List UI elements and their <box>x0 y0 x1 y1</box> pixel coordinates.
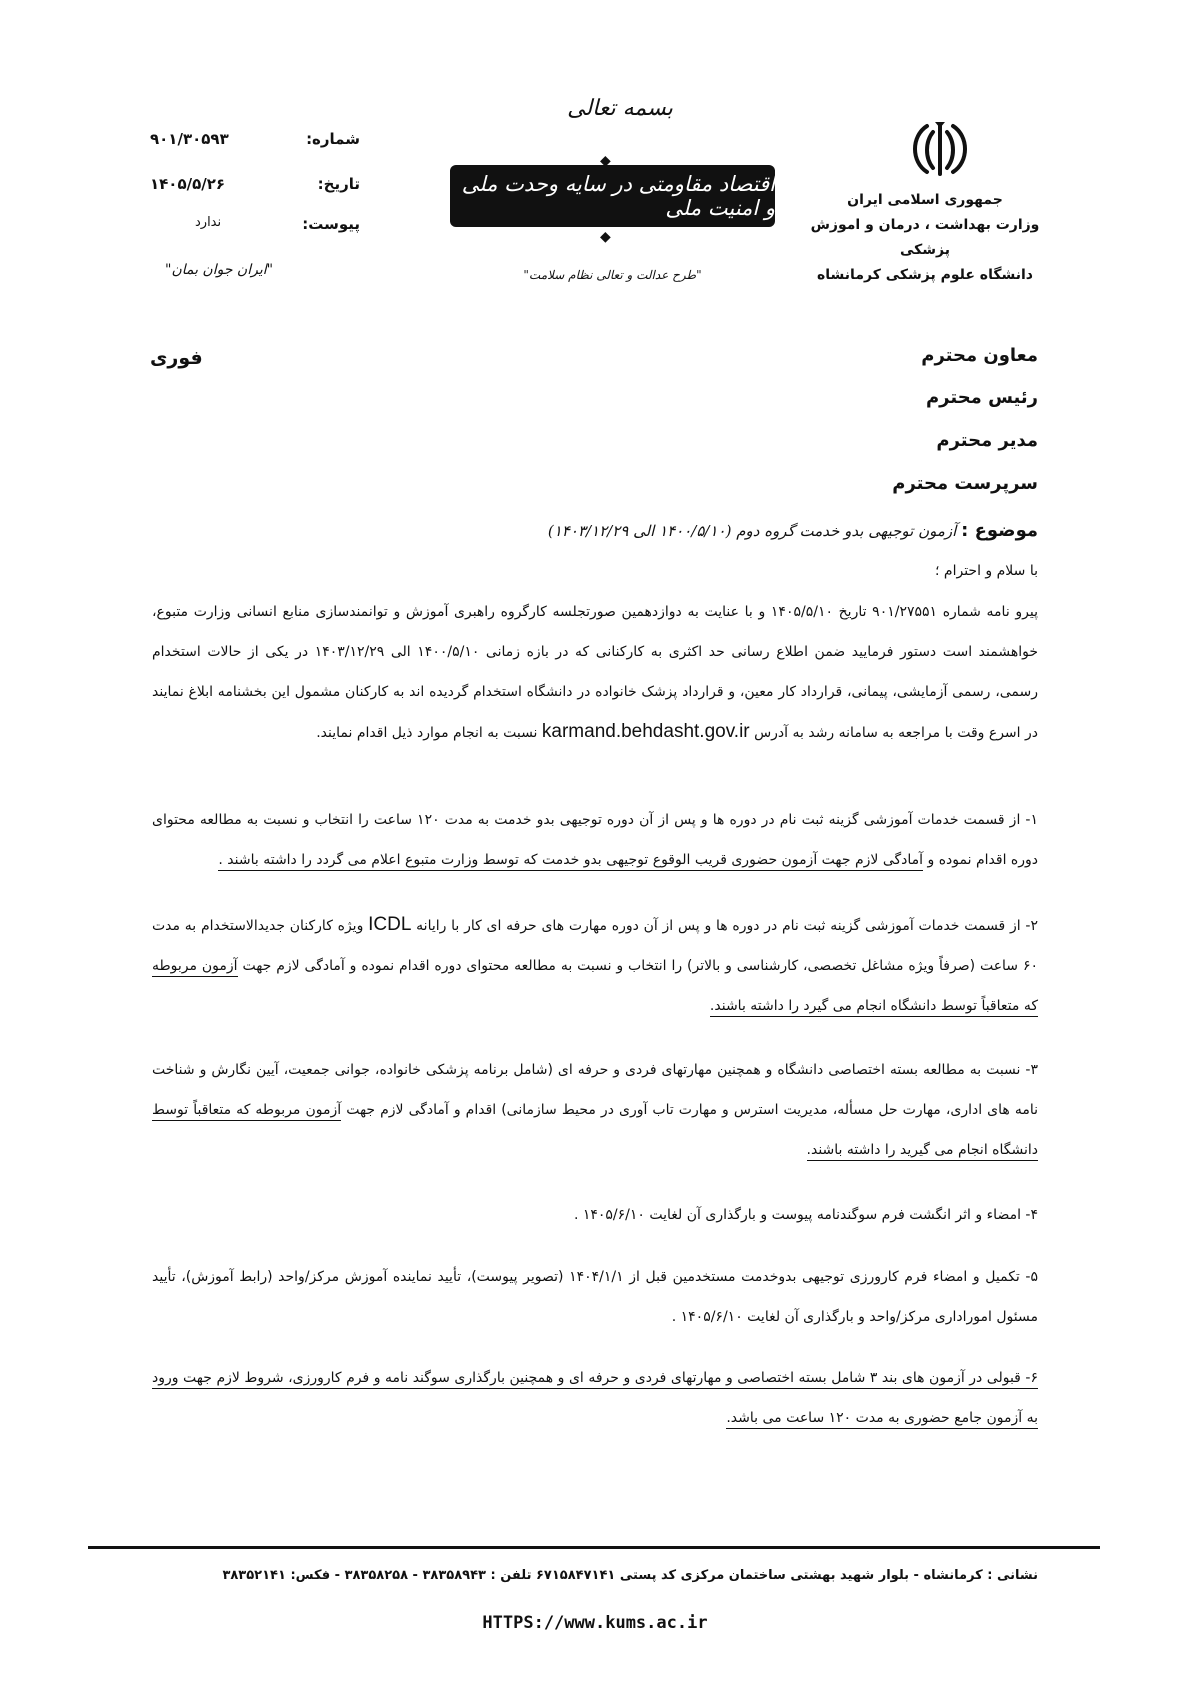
motto-banner <box>450 165 775 227</box>
item-6 <box>152 1358 1038 1438</box>
intro-tail: نسبت به انجام موارد ذیل اقدام نمایند. <box>316 725 538 741</box>
urgent-label: فوری <box>150 347 203 369</box>
item-3 <box>152 1050 1038 1170</box>
side-slogan: "ایران جوان بمان" <box>165 262 274 278</box>
letter-number-row <box>150 130 360 148</box>
item-3-underlined: آزمون مربوطه که متعاقباً توسط دانشگاه انجام می گیرید را داشته باشند. <box>152 1102 1038 1161</box>
bismillah-heading: بسمه تعالی <box>567 96 673 121</box>
footer-divider <box>88 1546 1100 1549</box>
iran-emblem-icon <box>905 118 975 180</box>
letter-attachment-label: پیوست: <box>302 215 360 233</box>
item-1 <box>152 800 1038 880</box>
org-line-university: دانشگاه علوم پزشکی کرمانشاه <box>817 267 1033 283</box>
letter-number-value: ۹۰۱/۳۰۵۹۳ <box>150 130 229 148</box>
item-5: ۵- تکمیل و امضاء فرم کارورزی توجیهی بدوخدمت مستخدمین قبل از ۱۴۰۴/۱/۱ (تصویر پیوست)، تأیید نماینده آموزش مرکز/واحد (رابط آموزش)، تأیید مسئول اموراداری مرکز/واحد و بارگذاری آن لغایت ۱۴۰۵/۶/۱۰ . <box>152 1269 1038 1325</box>
recipient-deputy: معاون محترم <box>921 345 1038 366</box>
subject-line <box>148 520 1038 541</box>
letter-number-label: شماره: <box>306 130 360 148</box>
motto-text: ◆ اقتصاد مقاومتی در سایه وحدت ملی و امنیت ملی <box>461 172 775 220</box>
recipient-manager: مدیر محترم <box>936 430 1038 451</box>
subject-label: موضوع : <box>961 520 1038 541</box>
greeting: با سلام و احترام ؛ <box>935 563 1038 579</box>
letter-date-value: ۱۴۰۵/۵/۲۶ <box>150 175 226 193</box>
letter-attachment-value: ندارد <box>195 215 222 230</box>
subject-text: آزمون توجیهی بدو خدمت گروه دوم (۱۴۰۰/۵/۱۰ الی ۱۴۰۳/۱۲/۲۹) <box>547 522 957 540</box>
letter-date-row <box>150 175 360 193</box>
item-4: ۴- امضاء و اثر انگشت فرم سوگندنامه پیوست و بارگذاری آن لغایت ۱۴۰۵/۶/۱۰ . <box>573 1207 1038 1223</box>
item-2-underlined: آزمون مربوطه که متعاقباً توسط دانشگاه انجام می گیرد را داشته باشند. <box>152 958 1038 1017</box>
item-1-underlined: آمادگی لازم جهت آزمون حضوری قریب الوقوع توجیهی بدو خدمت که توسط وزارت متبوع اعلام می گردد را داشته باشند . <box>218 852 923 871</box>
footer-website-link[interactable]: HTTPS://www.kums.ac.ir <box>482 1613 708 1633</box>
footer-address: نشانی : کرمانشاه - بلوار شهید بهشتی ساختمان مرکزی کد پستی ۶۷۱۵۸۴۷۱۴۱ تلفن : ۳۸۳۵۸۹۴۳ - ۳۸۳۵۸۲۵۸ - فکس: ۳۸۳۵۲۱۴۱ <box>222 1568 1038 1583</box>
letter-attachment-row <box>150 215 360 233</box>
portal-url-link[interactable]: karmand.behdasht.gov.ir <box>541 721 750 742</box>
recipient-head: رئیس محترم <box>925 387 1038 408</box>
item-6-underlined: ۶- قبولی در آزمون های بند ۳ شامل بسته اختصاصی و مهارتهای فردی و حرفه ای و همچنین بارگذاری سوگند نامه و فرم کارورزی، شروط لازم جهت ورود به آزمون جامع حضوری به مدت ۱۲۰ ساعت می باشد. <box>152 1370 1038 1429</box>
intro-paragraph <box>152 592 1038 753</box>
item-2-text: ۲- از قسمت خدمات آموزشی گزینه ثبت نام در دوره ها و پس از آن دوره مهارت های حرفه ای کار با رایانه <box>416 918 1038 934</box>
intro-text: پیرو نامه شماره ۹۰۱/۲۷۵۵۱ تاریخ ۱۴۰۵/۵/۱۰ و با عنایت به دوازدهمین صورتجلسه کارگروه راهبری آموزش و توانمندسازی منابع انسانی وزارت متبوع، خواهشمند است دستور فرمایید ضمن اطلاع رسانی حد اکثری به کارکنانی که در بازه زمانی ۱۴۰۰/۵/۱۰ الی ۱۴۰۳/۱۲/۲۹ در یکی از حالات استخدام رسمی، رسمی آزمایشی، پیمانی، قرارداد کار معین، و قرارداد پزشک خانواده در دانشگاه استخدام گردیده اند به کارکنان مشمول این بخشنامه ابلاغ نمایند در اسرع وقت با مراجعه به سامانه رشد به آدرس <box>152 604 1038 741</box>
recipient-supervisor: سرپرست محترم <box>892 473 1038 494</box>
org-line-ministry: وزارت بهداشت ، درمان و اموزش پزشکی <box>810 217 1040 258</box>
item-2-icdl: ICDL <box>368 914 412 935</box>
letter-date-label: تاریخ: <box>317 175 360 193</box>
item-3-text: ۳- نسبت به مطالعه بسته اختصاصی دانشگاه و همچنین مهارتهای فردی و حرفه ای (شامل برنامه پزشکی خانواده، جوانی جمعیت، آیین نگارش و شناخت نامه های اداری، مهارت حل مسأله، مدیریت استرس و مهارت تاب آوری در محیط سازمانی) اقدام و آمادگی لازم جهت <box>152 1062 1038 1118</box>
item-2 <box>152 905 1038 1026</box>
health-slogan: "طرح عدالت و تعالی نظام سلامت" <box>523 268 702 282</box>
org-line-country: جمهوری اسلامی ایران <box>847 192 1003 208</box>
item-2-text-b: ویژه کارکنان جدیدالاستخدام به مدت ۶۰ ساعت (صرفاً ویژه مشاغل تخصصی، کارشناسی و بالاتر) را انتخاب و نسبت به مطالعه محتوای دوره اقدام نموده و آمادگی لازم جهت <box>152 918 1038 974</box>
organization-name <box>810 188 1040 288</box>
item-1-text: ۱- از قسمت خدمات آموزشی گزینه ثبت نام در دوره ها و پس از آن دوره توجیهی بدو خدمت به مدت ۱۲۰ ساعت را انتخاب و نسبت به مطالعه محتوای دوره اقدام نموده و <box>152 812 1039 868</box>
